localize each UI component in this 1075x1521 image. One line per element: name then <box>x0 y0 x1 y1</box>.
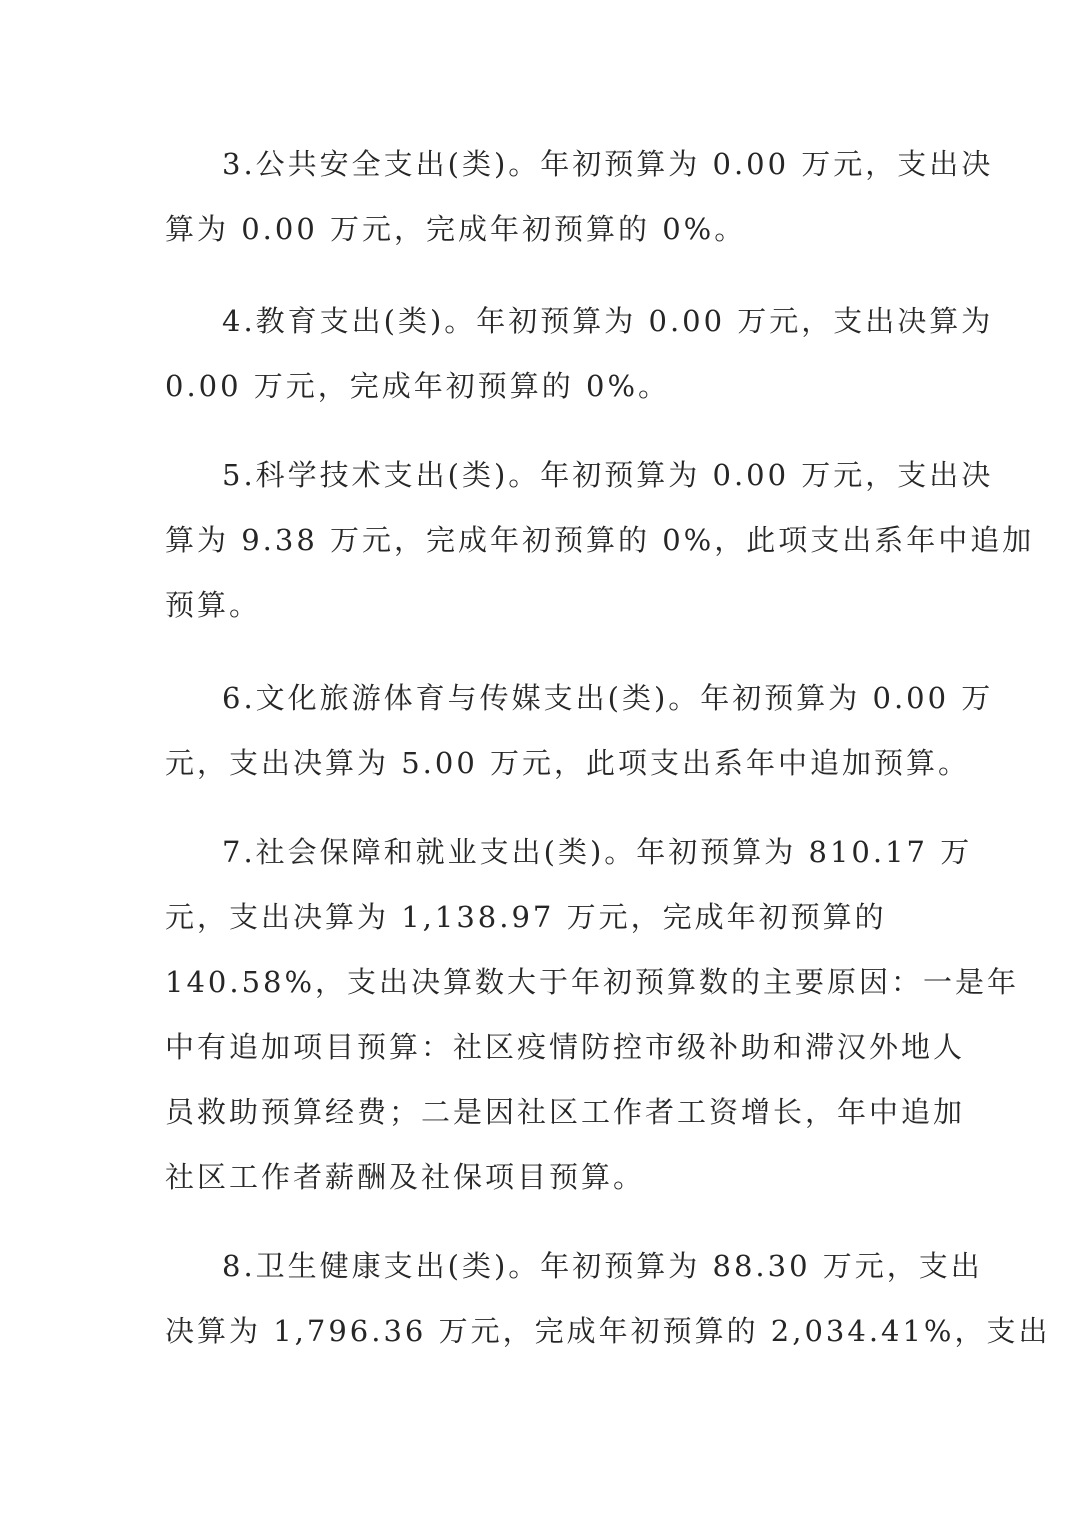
paragraph-7-line-6: 社区工作者薪酬及社保项目预算。 <box>165 1160 646 1194</box>
paragraph-4-line-1: 4.教育支出(类)。年初预算为 0.00 万元，支出决算为 <box>222 304 994 338</box>
paragraph-7-line-3: 140.58%，支出决算数大于年初预算数的主要原因：一是年 <box>165 965 1020 999</box>
paragraph-5-line-1: 5.科学技术支出(类)。年初预算为 0.00 万元，支出决 <box>222 458 994 492</box>
paragraph-6-line-2: 元，支出决算为 5.00 万元，此项支出系年中追加预算。 <box>165 746 971 780</box>
paragraph-8-line-2: 决算为 1,796.36 万元，完成年初预算的 2,034.41%，支出 <box>165 1314 1051 1348</box>
paragraph-5-line-2: 算为 9.38 万元，完成年初预算的 0%，此项支出系年中追加 <box>165 523 1035 557</box>
paragraph-7-line-5: 员救助预算经费；二是因社区工作者工资增长，年中追加 <box>165 1095 966 1129</box>
paragraph-7-line-2: 元，支出决算为 1,138.97 万元，完成年初预算的 <box>165 900 887 934</box>
paragraph-5-line-3: 预算。 <box>165 588 262 622</box>
paragraph-7-line-4: 中有追加项目预算：社区疫情防控市级补助和滞汉外地人 <box>165 1030 966 1064</box>
paragraph-4-line-2: 0.00 万元，完成年初预算的 0%。 <box>165 369 671 403</box>
paragraph-6-line-1: 6.文化旅游体育与传媒支出(类)。年初预算为 0.00 万 <box>222 681 994 715</box>
paragraph-7-line-1: 7.社会保障和就业支出(类)。年初预算为 810.17 万 <box>222 835 973 869</box>
paragraph-8-line-1: 8.卫生健康支出(类)。年初预算为 88.30 万元，支出 <box>222 1249 983 1283</box>
paragraph-3-line-1: 3.公共安全支出(类)。年初预算为 0.00 万元，支出决 <box>222 147 994 181</box>
paragraph-3-line-2: 算为 0.00 万元，完成年初预算的 0%。 <box>165 212 747 246</box>
